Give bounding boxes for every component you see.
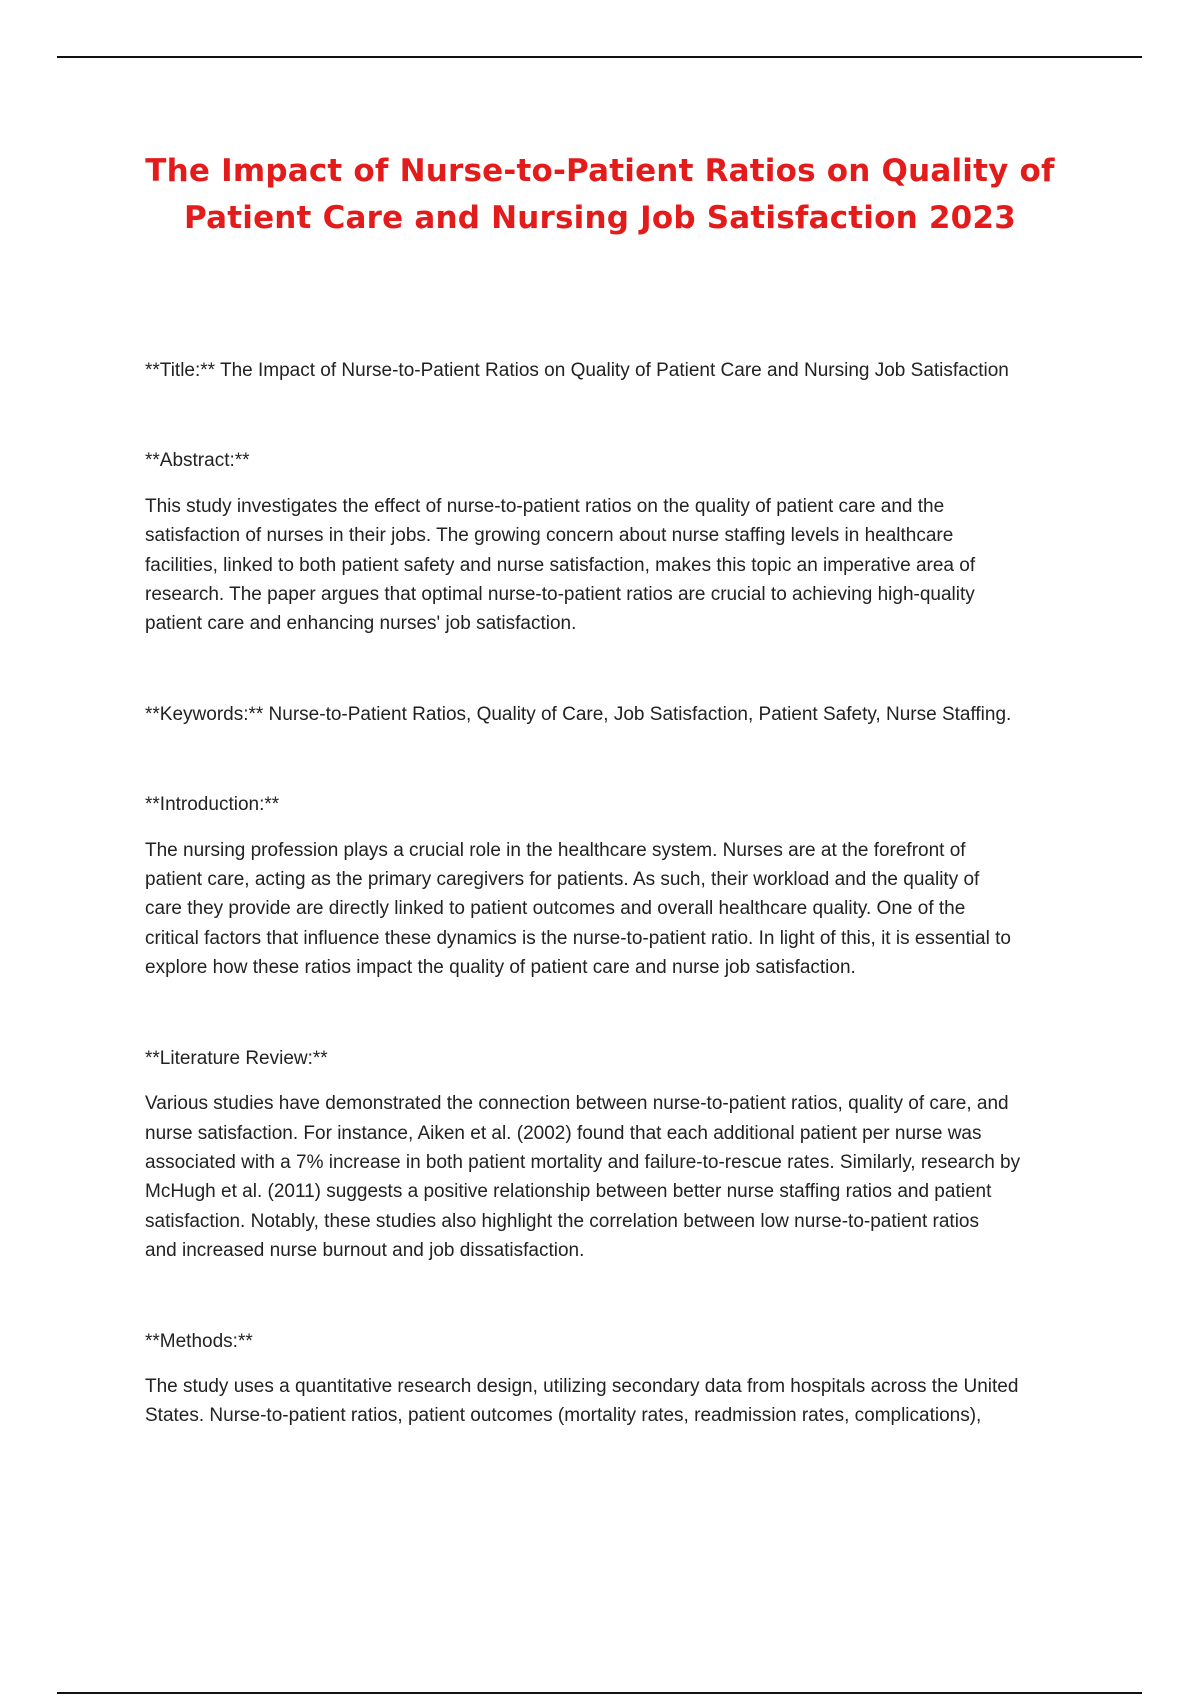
abstract-paragraph: [145, 492, 1095, 639]
abstract-line: This study investigates the effect of nurse-to-patient ratios on the quality of patient care and the: [145, 495, 945, 517]
abstract-line: facilities, linked to both patient safety and nurse satisfaction, makes this topic an imperative area of: [145, 554, 976, 576]
methods-paragraph: [145, 1372, 1095, 1431]
introduction-line: care they provide are directly linked to patient outcomes and overall healthcare quality. One of the: [145, 898, 966, 920]
title-line: **Title:** The Impact of Nurse-to-Patient Ratios on Quality of Patient Care and Nursing Job Satisfaction: [145, 360, 1009, 381]
abstract-line: satisfaction of nurses in their jobs. The growing concern about nurse staffing levels in healthcare: [145, 525, 954, 547]
abstract-line: research. The paper argues that optimal nurse-to-patient ratios are crucial to achieving high-quality: [145, 584, 975, 606]
introduction-line: The nursing profession plays a crucial role in the healthcare system. Nurses are at the forefront of: [145, 839, 966, 861]
document-body: [145, 356, 1095, 1431]
methods-heading: **Methods:**: [145, 1330, 253, 1352]
methods-line: The study uses a quantitative research design, utilizing secondary data from hospitals across the United: [145, 1375, 1019, 1397]
abstract-heading: **Abstract:**: [145, 450, 250, 472]
literature-review-heading: **Literature Review:**: [145, 1047, 328, 1069]
introduction-line: explore how these ratios impact the quality of patient care and nurse job satisfaction.: [145, 957, 856, 979]
keywords-line: **Keywords:** Nurse-to-Patient Ratios, Quality of Care, Job Satisfaction, Patient Safety, Nurse Staffing.: [145, 703, 1012, 725]
literature-review-paragraph: [145, 1089, 1095, 1265]
literature-line: satisfaction. Notably, these studies also highlight the correlation between low nurse-to-patient ratios: [145, 1210, 979, 1232]
introduction-line: critical factors that influence these dynamics is the nurse-to-patient ratio. In light of this, it is essential to: [145, 927, 1011, 949]
introduction-line: patient care, acting as the primary caregivers for patients. As such, their workload and the quality of: [145, 869, 980, 891]
literature-line: associated with a 7% increase in both patient mortality and failure-to-rescue rates. Similarly, research by: [145, 1151, 1021, 1173]
introduction-paragraph: [145, 836, 1095, 983]
introduction-heading: **Introduction:**: [145, 794, 280, 816]
document-title: The Impact of Nurse-to-Patient Ratios on Quality of Patient Care and Nursing Job Satisfaction 2023: [145, 153, 1055, 236]
literature-line: and increased nurse burnout and job dissatisfaction.: [145, 1240, 585, 1262]
abstract-line: patient care and enhancing nurses' job satisfaction.: [145, 613, 577, 635]
top-rule: [57, 56, 1142, 58]
bottom-rule: [57, 1692, 1142, 1694]
methods-line: States. Nurse-to-patient ratios, patient outcomes (mortality rates, readmission rates, complications),: [145, 1405, 982, 1427]
literature-line: nurse satisfaction. For instance, Aiken et al. (2002) found that each additional patient per nurse was: [145, 1122, 982, 1144]
literature-line: Various studies have demonstrated the connection between nurse-to-patient ratios, quality of care, and: [145, 1093, 1009, 1115]
literature-line: McHugh et al. (2011) suggests a positive relationship between better nurse staffing ratios and patient: [145, 1181, 992, 1203]
